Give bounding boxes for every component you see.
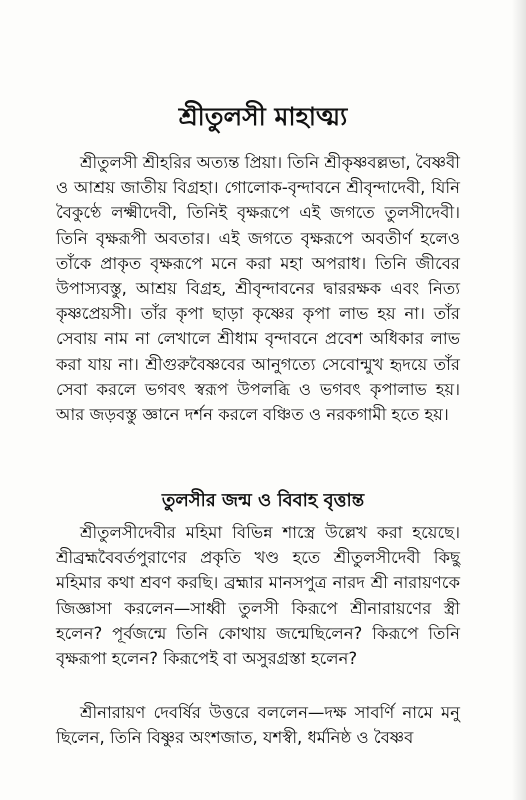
section-subtitle: তুলসীর জন্ম ও বিবাহ বৃত্তান্ত [161, 490, 365, 511]
intro-paragraph [56, 150, 460, 427]
narayan-reply-paragraph [56, 700, 460, 750]
birth-story-paragraph-text: শ্রীতুলসীদেবীর মহিমা বিভিন্ন শাস্ত্রে উল্লেখ করা হয়েছে। শ্রীব্রহ্মবৈবর্তপুরাণের প্রকৃতি খণ্ড হতে শ্রীতুলসীদেবী কিছু মহিমার কথা শ্রবণ করছি। ব্রহ্মার মানসপুত্র নারদ শ্রী নারায়ণকে জিজ্ঞাসা করলেন—সাধ্বী তুলসী কিরূপে শ্রীনারায়ণের স্ত্রী হলেন? পূর্বজন্মে তিনি কোথায় জন্মেছিলেন? কিরূপে তিনি বৃক্ষরূপা হলেন? কিরূপেই বা অসুরগ্রস্তা হলেন? [56, 523, 460, 669]
birth-story-paragraph [56, 520, 460, 671]
narayan-reply-paragraph-text: শ্রীনারায়ণ দেবর্ষির উত্তরে বললেন—দক্ষ সাবর্ণি নামে মনু ছিলেন, তিনি বিষ্ণুর অংশজাত, যশস্বী, ধর্মনিষ্ঠ ও বৈষ্ণব [56, 703, 460, 748]
intro-paragraph-text: শ্রীতুলসী শ্রীহরির অত্যন্ত প্রিয়া। তিনি শ্রীকৃষ্ণবল্লভা, বৈষ্ণবী ও আশ্রয় জাতীয় বিগ্রহা। গোলোক-বৃন্দাবনে শ্রীবৃন্দাদেবী, যিনি বৈকুণ্ঠে লক্ষ্মীদেবী, তিনিই বৃক্ষরূপে এই জগতে তুলসীদেবী। তিনি বৃক্ষরূপী অবতার। এই জগতে বৃক্ষরূপে অবতীর্ণ হলেও তাঁকে প্রাকৃত বৃক্ষরূপে মনে করা মহা অপরাধ। তিনি জীবের উপাস্যবস্তু, আশ্রয় বিগ্রহ, শ্রীবৃন্দাবনের দ্বাররক্ষক এবং নিত্য কৃষ্ণপ্রেয়সী। তাঁর কৃপা ছাড়া কৃষ্ণের কৃপা লাভ হয় না। তাঁর সেবায় নাম না লেখালে শ্রীধাম বৃন্দাবনে প্রবেশ অধিকার লাভ করা যায় না। শ্রীগুরুবৈষ্ণবের আনুগত্যে সেবোন্মুখ হৃদয়ে তাঁর সেবা করলে ভগবৎ স্বরূপ উপলব্ধি ও ভগবৎ কৃপালাভ হয়। আর জড়বস্তু জ্ঞানে দর্শন করলে বঞ্চিত ও নরকগামী হতে হয়। [56, 153, 460, 425]
page-title: শ্রীতুলসী মাহাত্ম্য [178, 102, 348, 131]
